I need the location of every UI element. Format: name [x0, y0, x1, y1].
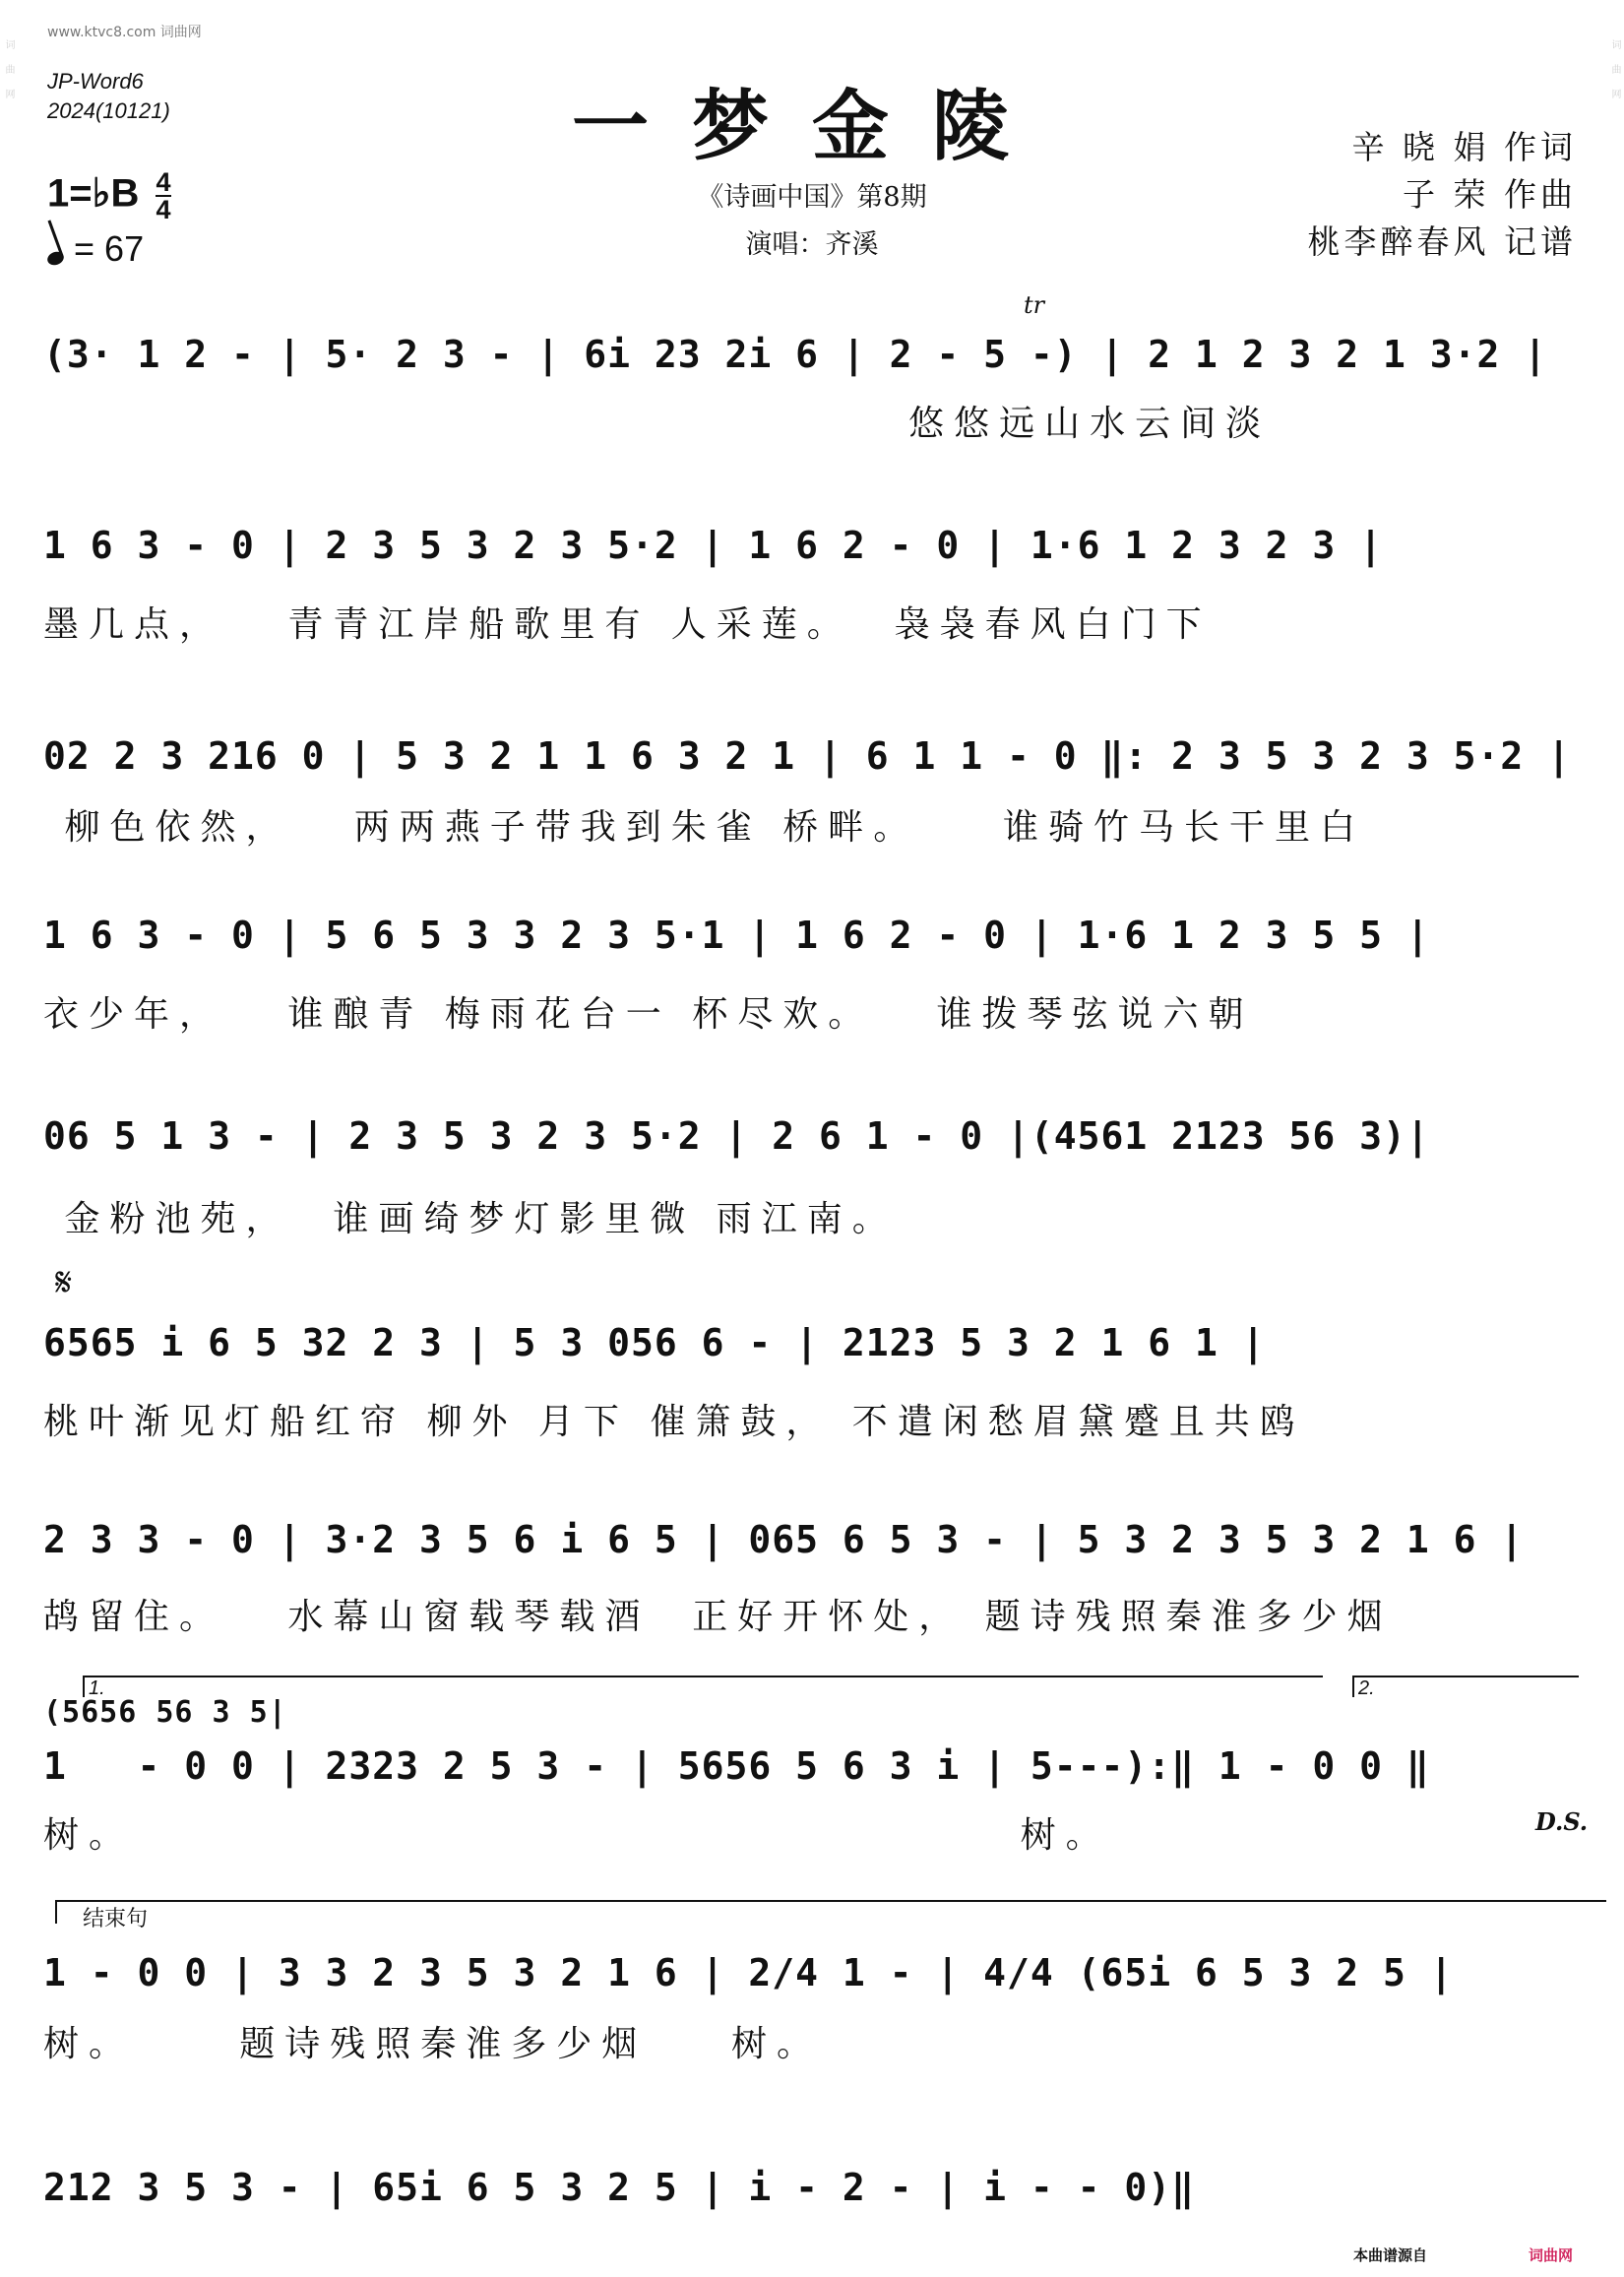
lyric-line-5: 金粉池苑， 谁画绮梦灯影里微 雨江南。 [43, 1199, 898, 1239]
music-line-5: 06 5 1 3 - | 2 3 5 3 2 3 5·2 | 2 6 1 - 0 |(4561 2123 56 3)| [43, 1114, 1430, 1158]
score-code: 2024(10121) [47, 98, 170, 123]
lyric-line-4: 衣少年， 谁酿青 梅雨花台一 杯尽欢。 谁拨琴弦说六朝 [43, 994, 1254, 1035]
lyric-line-8: 树。 树。 [43, 1815, 1111, 1856]
lyric-line-7: 鸪留住。 水幕山窗载琴载酒 正好开怀处， 题诗残照秦淮多少烟 [43, 1597, 1393, 1637]
transcriber-credit: 桃李醉春风 记谱 [1307, 222, 1577, 261]
composer-credit: 子 荣 作曲 [1403, 175, 1577, 214]
singer: 演唱：齐溪 [745, 229, 879, 260]
coda-bracket: 结束句 [55, 1900, 1606, 1924]
lyric-line-1: 悠悠远山水云间淡 [43, 404, 1272, 444]
page-title: 一梦金陵 [571, 82, 1052, 171]
tempo-marking [47, 228, 144, 270]
key-signature [47, 169, 171, 222]
trill-mark: tr [1024, 291, 1045, 319]
left-side-watermark: 词 曲 网 [3, 39, 14, 105]
music-line-9: 1 - 0 0 | 3 3 2 3 5 3 2 1 6 | 2/4 1 - | 4/4 (65i 6 5 3 2 5 | [43, 1951, 1454, 1994]
footer-source-label: 本曲谱源自 [1352, 2246, 1427, 2264]
music-line-10: 212 3 5 3 - | 65i 6 5 3 2 5 | i - 2 - | i - - 0)‖ [43, 2166, 1196, 2209]
time-signature-top: 4 [156, 167, 171, 197]
first-ending-bracket: 1. [83, 1676, 1323, 1697]
subtitle: 《诗画中国》第8期 [697, 182, 927, 213]
time-signature-bottom: 4 [156, 195, 171, 224]
footer-logo: 词曲网 [1528, 2246, 1573, 2264]
software-label: JP-Word6 [47, 69, 144, 94]
music-line-2: 1 6 3 - 0 | 2 3 5 3 2 3 5·2 | 1 6 2 - 0 | 1·6 1 2 3 2 3 | [43, 524, 1384, 567]
lyric-line-2: 墨几点， 青青江岸船歌里有 人采莲。 袅袅春风白门下 [43, 604, 1212, 645]
key-label: 1=♭B [47, 171, 140, 216]
second-ending-bracket: 2. [1352, 1676, 1579, 1697]
music-line-7: 2 3 3 - 0 | 3·2 3 5 6 i 6 5 | 065 6 5 3 - | 5 3 2 3 5 3 2 1 6 | [43, 1518, 1525, 1561]
top-watermark: www.ktvc8.com 词曲网 [47, 25, 202, 40]
segno-mark: 𝄋 [55, 1260, 73, 1305]
music-line-4: 1 6 3 - 0 | 5 6 5 3 3 2 3 5·1 | 1 6 2 - 0 | 1·6 1 2 3 5 5 | [43, 914, 1430, 957]
lyric-line-6: 桃叶渐见灯船红帘 柳外 月下 催箫鼓， 不遣闲愁眉黛蹙且共鸥 [43, 1402, 1305, 1442]
lyric-line-3: 柳色依然， 两两燕子带我到朱雀 桥畔。 谁骑竹马长干里白 [43, 807, 1365, 848]
tempo-value: = 67 [74, 228, 145, 269]
right-side-watermark: 词 曲 网 [1609, 39, 1620, 105]
music-line-1: (3· 1 2 - | 5· 2 3 - | 6i 23 2i 6 | 2 - 5 -) | 2 1 2 3 2 1 3·2 | [43, 333, 1548, 376]
lyricist-credit: 辛 晓 娟 作词 [1351, 128, 1577, 166]
quarter-note-icon [45, 249, 65, 267]
lyric-line-9: 树。 题诗残照秦淮多少烟 树。 [43, 2024, 822, 2064]
music-line-6: 6565 i 6 5 32 2 3 | 5 3 056 6 - | 2123 5 3 2 1 6 1 | [43, 1321, 1266, 1364]
music-line-8: 1 - 0 0 | 2323 2 5 3 - | 5656 5 6 3 i | 5---):‖ 1 - 0 0 ‖ [43, 1744, 1430, 1788]
time-signature [156, 169, 170, 222]
upper-voice-line: (5656 56 3 5| [43, 1695, 287, 1730]
music-line-3: 02 2 3 216 0 | 5 3 2 1 1 6 3 2 1 | 6 1 1 - 0 ‖: 2 3 5 3 2 3 5·2 | [43, 734, 1572, 778]
ds-mark: D.S. [1535, 1807, 1589, 1836]
